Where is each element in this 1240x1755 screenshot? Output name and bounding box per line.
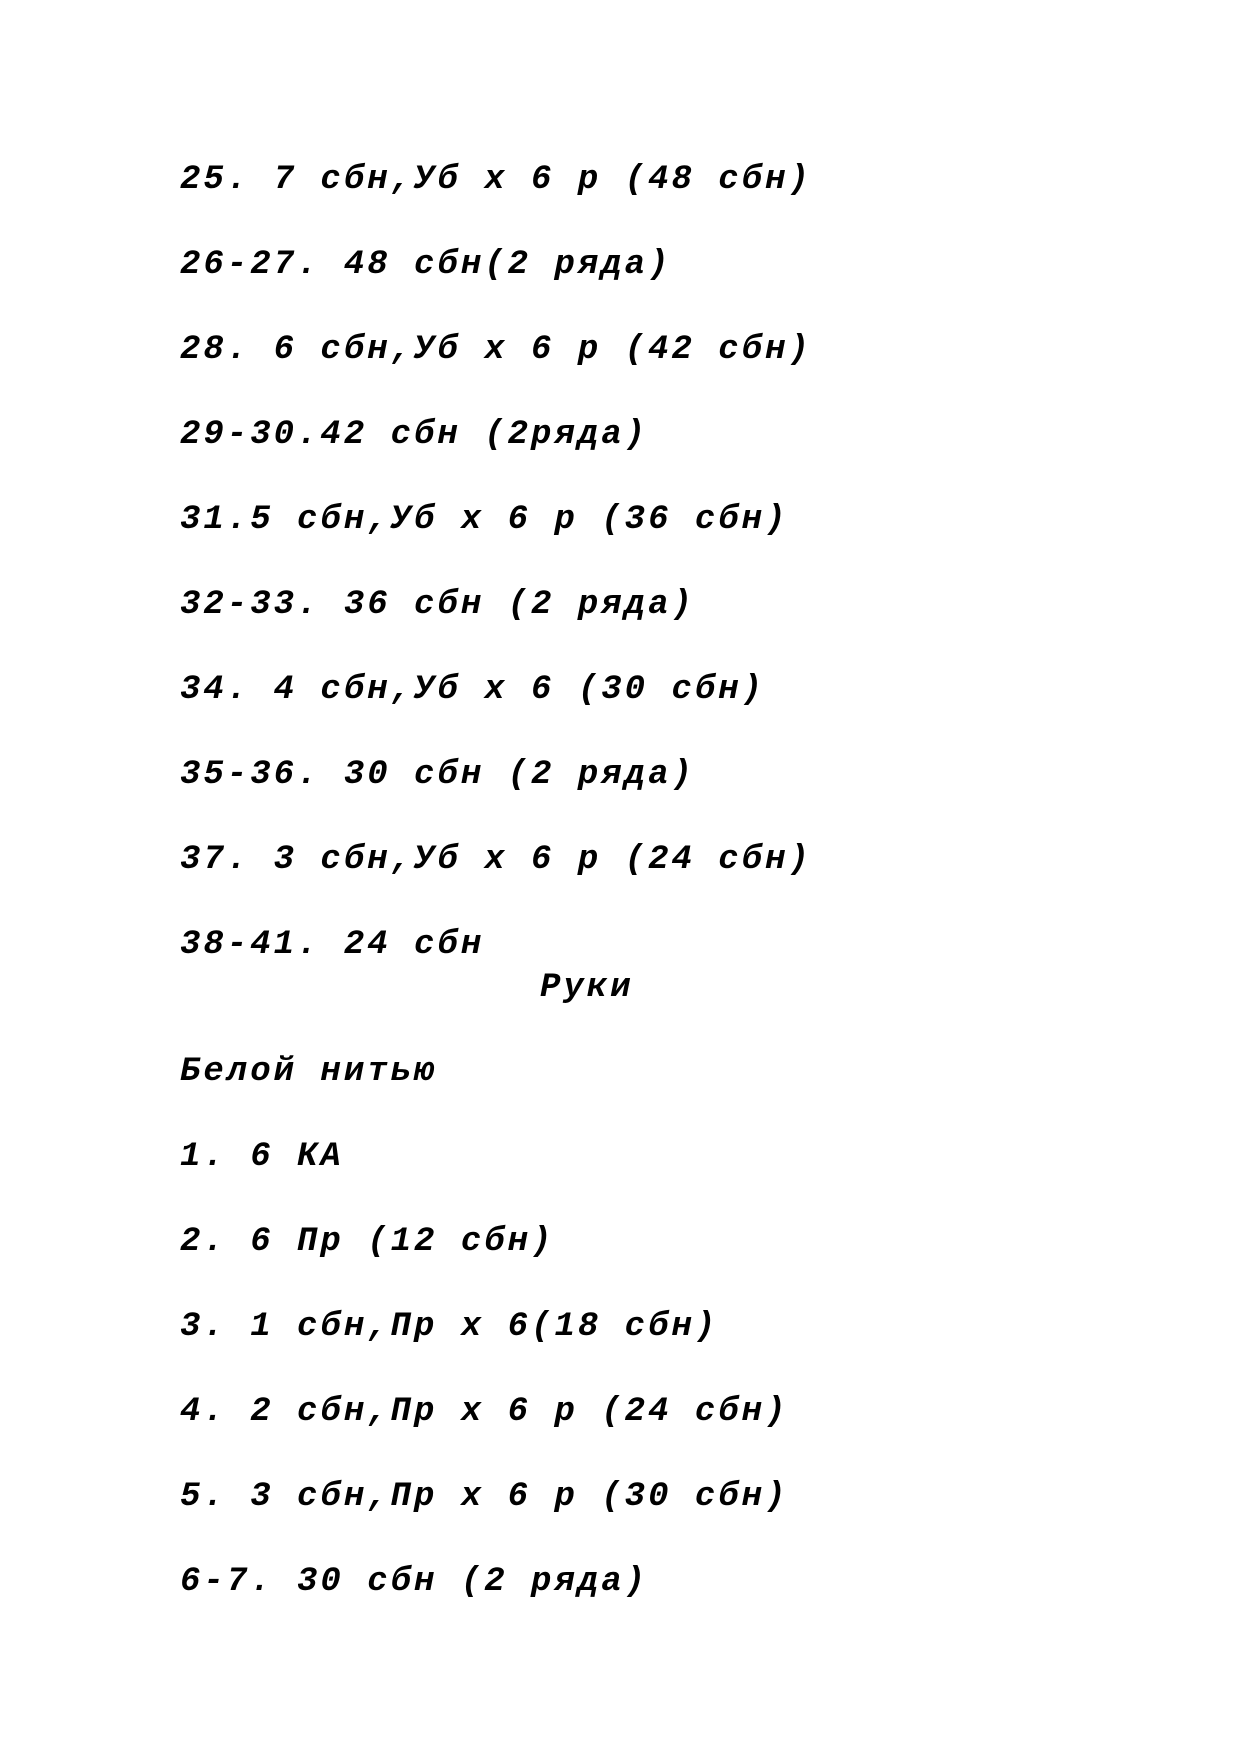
instruction-row-37: 37. 3 сбн,Уб х 6 р (24 сбн) xyxy=(180,841,812,879)
instruction-row-38-41: 38-41. 24 сбн xyxy=(180,926,485,964)
instruction-row-2: 2. 6 Пр (12 сбн) xyxy=(180,1223,555,1261)
instruction-row-6-7: 6-7. 30 сбн (2 ряда) xyxy=(180,1563,649,1601)
instruction-row-31: 31.5 сбн,Уб х 6 р (36 сбн) xyxy=(180,501,789,539)
instruction-row-3: 3. 1 сбн,Пр х 6(18 сбн) xyxy=(180,1308,719,1346)
yarn-color-note: Белой нитью xyxy=(180,1053,438,1091)
instruction-row-4: 4. 2 сбн,Пр х 6 р (24 сбн) xyxy=(180,1393,789,1431)
instruction-row-1: 1. 6 КА xyxy=(180,1138,344,1176)
section-heading: Руки xyxy=(540,969,634,1007)
instruction-row-28: 28. 6 сбн,Уб х 6 р (42 сбн) xyxy=(180,331,812,369)
instruction-row-29-30: 29-30.42 сбн (2ряда) xyxy=(180,416,649,454)
instruction-row-32-33: 32-33. 36 сбн (2 ряда) xyxy=(180,586,695,624)
instruction-row-5: 5. 3 сбн,Пр х 6 р (30 сбн) xyxy=(180,1478,789,1516)
instruction-row-34: 34. 4 сбн,Уб х 6 (30 сбн) xyxy=(180,671,766,709)
instruction-row-26-27: 26-27. 48 сбн(2 ряда) xyxy=(180,246,672,284)
instruction-row-25: 25. 7 сбн,Уб х 6 р (48 сбн) xyxy=(180,161,812,199)
instruction-row-35-36: 35-36. 30 сбн (2 ряда) xyxy=(180,756,695,794)
